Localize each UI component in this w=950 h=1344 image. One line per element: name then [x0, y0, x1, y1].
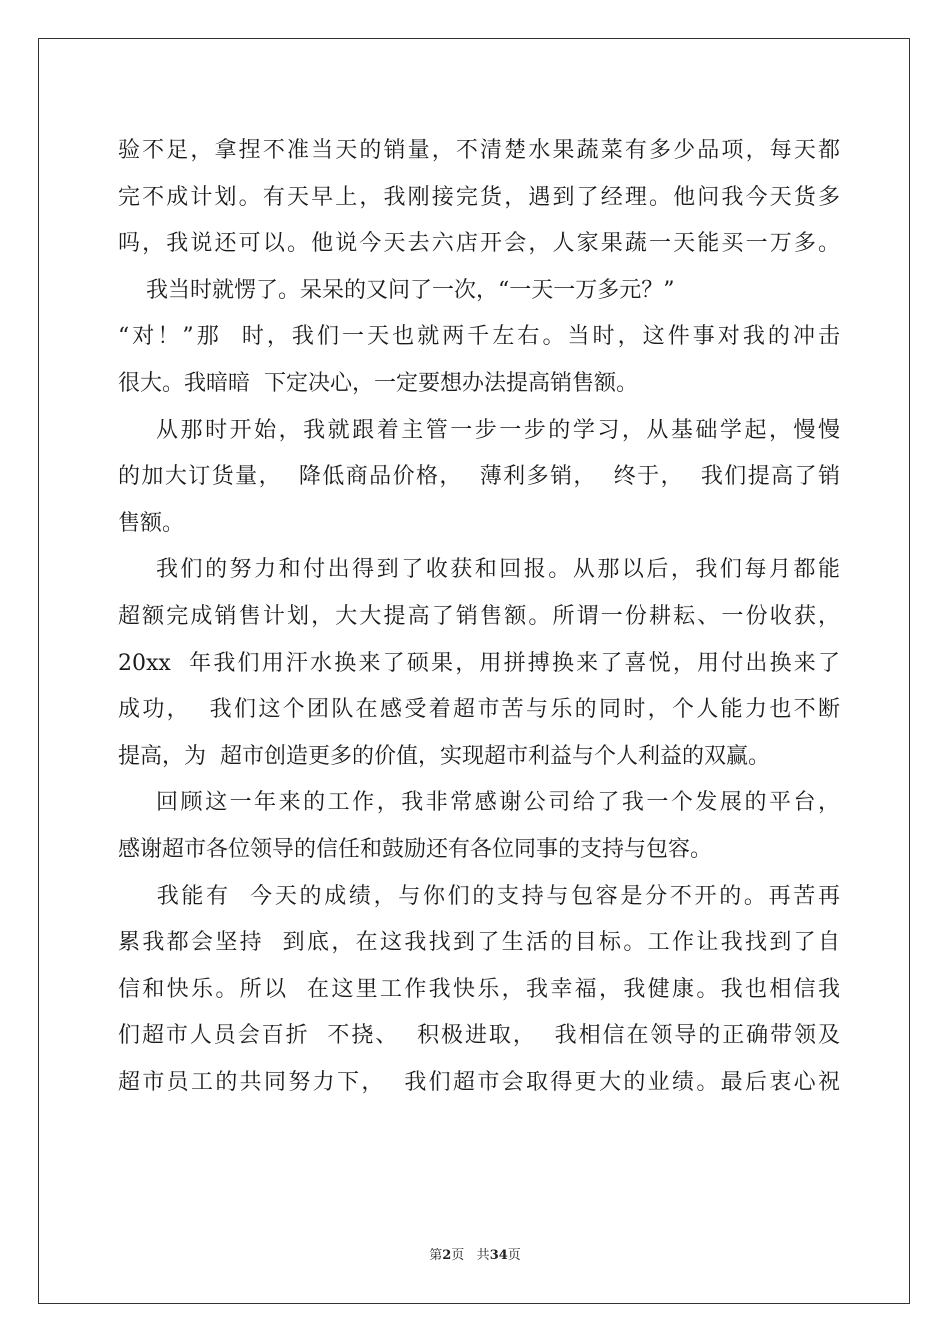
footer-total-prefix: 共	[476, 1248, 490, 1263]
text-line: 我们的努力和付出得到了收获和回报。从那以后，我们每月都能	[118, 557, 840, 583]
text-line: 我当时就愣了。呆呆的又问了一次，“一天一万多元？”	[118, 277, 675, 303]
text-line: 20xx 年我们用汗水换来了硕果，用拼搏换来了喜悦，用付出换来了	[118, 650, 840, 676]
text-line: 超市员工的共同努力下， 我们超市会取得更大的业绩。最后衷心祝	[118, 1069, 840, 1095]
text-line: 的加大订货量， 降低商品价格， 薄利多销， 终于， 我们提高了销	[118, 464, 840, 490]
text-line: 售额。	[118, 510, 185, 536]
page-number: 2	[442, 1248, 452, 1263]
text-line: 超额完成销售计划，大大提高了销售额。所谓一份耕耘、一份收获，	[118, 603, 840, 629]
text-line: 回顾这一年来的工作，我非常感谢公司给了我一个发展的平台，	[118, 790, 840, 816]
page-footer	[0, 1244, 950, 1263]
text-line: 我能有 今天的成绩，与你们的支持与包容是分不开的。再苦再	[118, 883, 840, 909]
text-line: 成功， 我们这个团队在感受着超市苦与乐的同时，个人能力也不断	[118, 697, 840, 723]
text-line: 信和快乐。所以 在这里工作我快乐，我幸福，我健康。我也相信我	[118, 976, 840, 1002]
text-line: 提高，为 超市创造更多的价值，实现超市利益与个人利益的双赢。	[118, 743, 770, 769]
text-line: 累我都会坚持 到底，在这我找到了生活的目标。工作让我找到了自	[118, 930, 840, 956]
text-line: 吗，我说还可以。他说今天去六店开会，人家果蔬一天能买一万多。	[118, 231, 840, 257]
footer-total-suffix: 页	[507, 1248, 521, 1263]
text-line: 完不成计划。有天早上，我刚接完货，遇到了经理。他问我今天货多	[118, 184, 840, 210]
footer-prefix: 第	[429, 1248, 443, 1263]
text-line: 感谢超市各位领导的信任和鼓励还有各位同事的支持与包容。	[118, 836, 713, 862]
document-body	[118, 128, 840, 1106]
footer-page-suffix: 页	[451, 1248, 465, 1263]
text-line: “对！”那 时，我们一天也就两千左右。当时，这件事对我的冲击	[118, 324, 840, 350]
total-pages: 34	[489, 1248, 508, 1263]
text-line: 们超市人员会百折 不挠、 积极进取， 我相信在领导的正确带领及	[118, 1023, 840, 1049]
text-line: 从那时开始，我就跟着主管一步一步的学习，从基础学起，慢慢	[118, 417, 840, 443]
text-line: 验不足，拿捏不准当天的销量，不清楚水果蔬菜有多少品项，每天都	[118, 138, 840, 163]
text-line: 很大。我暗暗 下定决心，一定要想办法提高销售额。	[118, 370, 638, 396]
